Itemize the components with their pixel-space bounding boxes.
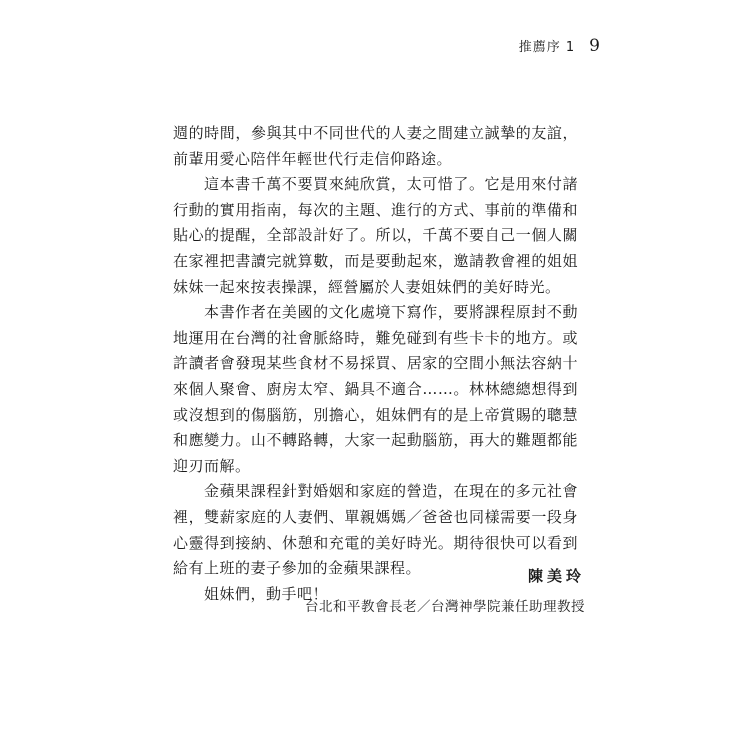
signature-name: 陳美玲 [527, 567, 585, 585]
paragraph-3: 本書作者在美國的文化處境下寫作，要將課程原封不動地運用在台灣的社會脈絡時，難免碰到有些卡卡的地方。或許讀者會發現某些食材不易採買、居家的空間小無法容納十來個人聚會、廚房太窄、鍋具不適合……。林林總總想得到或沒想到的傷腦筋，別擔心，姐妹們有的是上帝賞賜的聰慧和應變力。山不轉路轉，大家一起動腦筋，再大的難題都能迎刃而解。 [173, 303, 578, 475]
page-number: 9 [589, 36, 600, 56]
section-label: 推薦序 1 [518, 40, 576, 55]
page-header [519, 36, 600, 56]
paragraph-1: 週的時間，參與其中不同世代的人妻之間建立誠摯的友誼，前輩用愛心陪伴年輕世代行走信仰路途。 [173, 124, 578, 168]
paragraph-5: 姐妹們，動手吧！ [204, 584, 329, 603]
paragraph-4: 金蘋果課程針對婚姻和家庭的營造，在現在的多元社會裡，雙薪家庭的人妻們、單親媽媽／爸爸也同樣需要一段身心靈得到接納、休憩和充電的美好時光。期待很快可以看到給有上班的妻子參加的金蘋果課程。 [173, 482, 578, 578]
body-text [173, 121, 578, 607]
signature-affiliation: 台北和平教會長老／台灣神學院兼任助理教授 [305, 599, 585, 615]
paragraph-2: 這本書千萬不要買來純欣賞，太可惜了。它是用來付諸行動的實用指南，每次的主題、進行的方式、事前的準備和貼心的提醒，全部設計好了。所以，千萬不要自己一個人關在家裡把書讀完就算數，而是要動起來，邀請教會裡的姐姐妹妹一起來按表操課，經營屬於人妻姐妹們的美好時光。 [173, 175, 578, 296]
